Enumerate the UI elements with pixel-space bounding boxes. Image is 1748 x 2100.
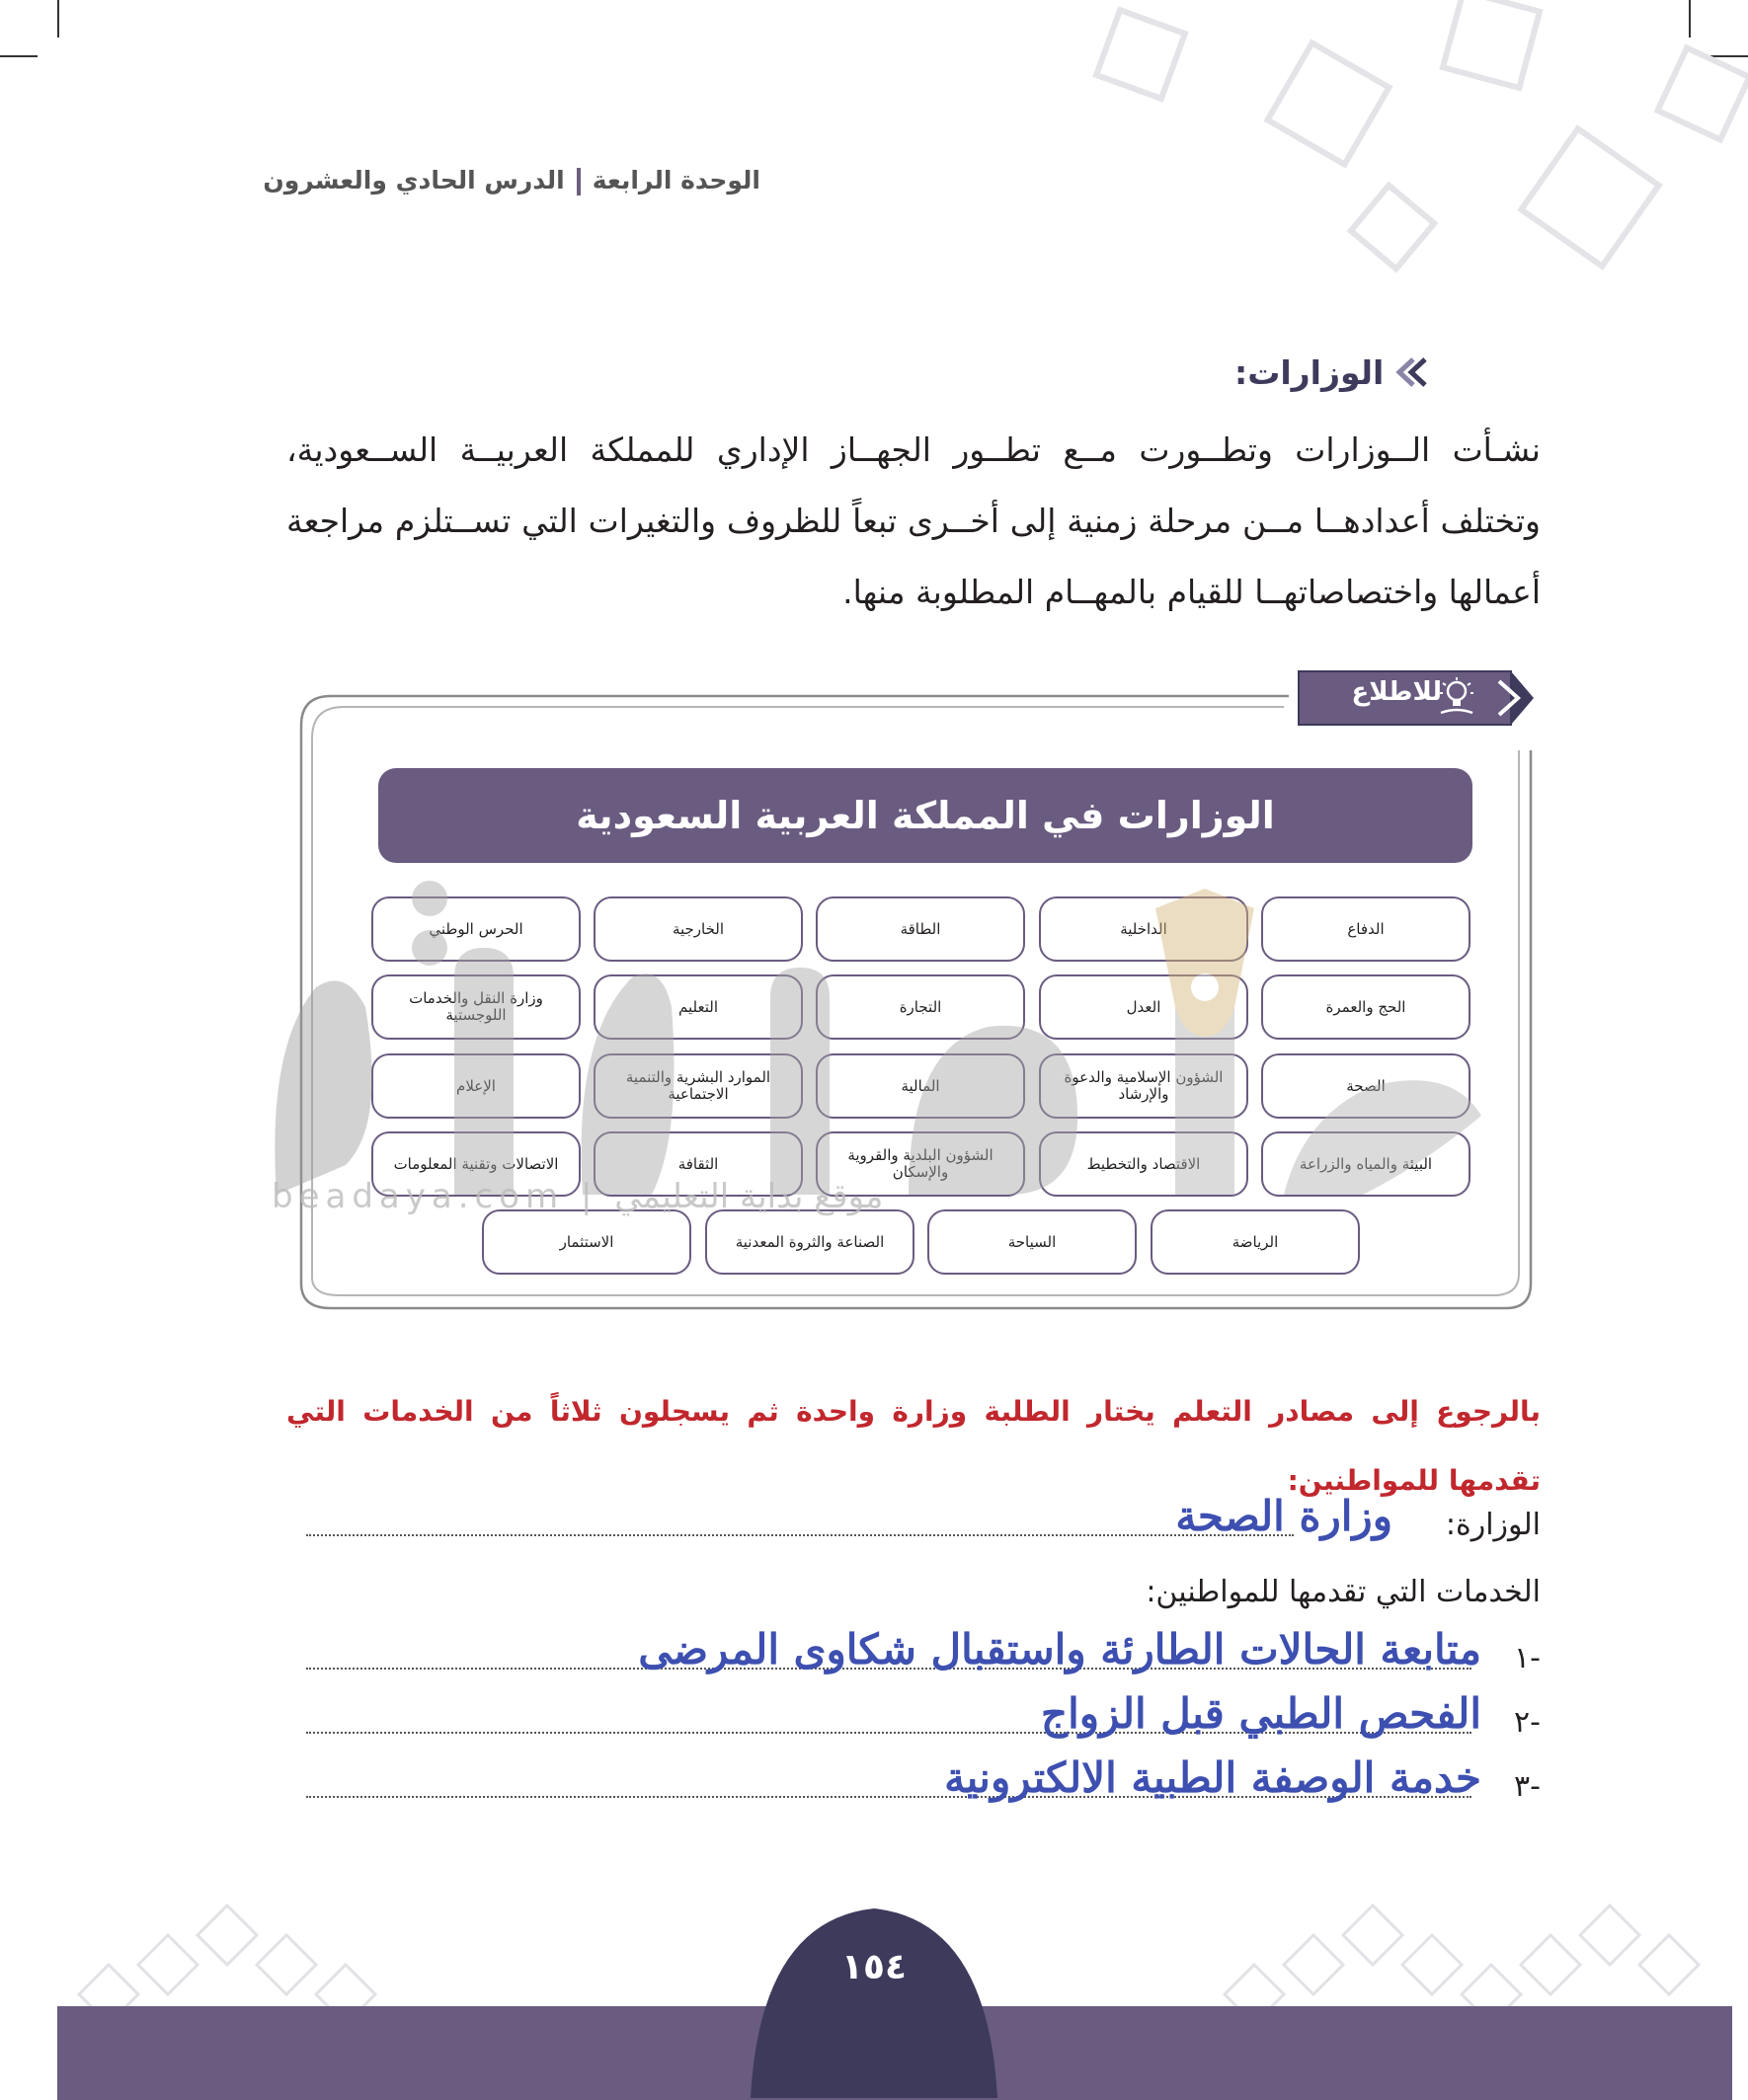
ministry-box: الشؤون الإسلامية والدعوة والإرشاد: [1039, 1053, 1248, 1119]
ministry-box: الاستثمار: [482, 1209, 691, 1275]
double-chevron-icon: [1393, 355, 1427, 389]
service-answer: الفحص الطبي قبل الزواج: [1040, 1689, 1481, 1738]
service-answer-line: [306, 1624, 1541, 1683]
ministry-label: الوزارة:: [1445, 1508, 1541, 1542]
activity-instruction: بالرجوع إلى مصادر التعلم يختار الطلبة وزارة واحدة ثم يسجلون ثلاثاً من الخدمات التي تقدمها للمواطنين:: [286, 1395, 1541, 1497]
ministry-box: التجارة: [816, 974, 1025, 1040]
ministry-box: البيئة والمياه والزراعة: [1261, 1131, 1470, 1197]
info-badge-label: للاطلاع: [1351, 677, 1442, 707]
section-heading: [1234, 348, 1541, 397]
ministry-box: التعليم: [594, 974, 803, 1040]
crop-mark: [57, 0, 59, 38]
ministry-box: الصحة: [1261, 1053, 1470, 1119]
page-number-tab: [751, 1901, 997, 2098]
ministry-box: وزارة النقل والخدمات اللوجستية: [371, 974, 581, 1040]
info-box-title: الوزارات في المملكة العربية السعودية: [378, 768, 1472, 863]
service-answer-line: [306, 1752, 1541, 1812]
service-number: ١-: [1514, 1641, 1541, 1675]
intro-paragraph: نشـأت الــوزارات وتطــورت مــع تطــور الجهــاز الإداري للمملكة العربيــة الســعودية، وتختلف أعدادهــا مــن مرحلة زمنية إلى أخــرى تبعاً للظروف والتغيرات التي تســتلزم مراجعة أعمالها واختصاصاتهــا للقيام بالمهــام المطلوبة منها.: [286, 430, 1541, 611]
ministry-box: الخارجية: [594, 896, 803, 962]
ministry-box: الطاقة: [816, 896, 1025, 962]
services-label: الخدمات التي تقدمها للمواطنين:: [1146, 1575, 1541, 1609]
service-answer-line: [306, 1688, 1541, 1748]
section-title: الوزارات:: [1234, 352, 1385, 392]
info-badge: [1289, 663, 1536, 733]
running-header: [263, 166, 760, 205]
lesson-title: الدرس الحادي والعشرون: [263, 166, 565, 194]
ministry-box: السياحة: [927, 1209, 1137, 1275]
service-answer: خدمة الوصفة الطبية الالكترونية: [944, 1753, 1481, 1802]
dotted-answer-line: [306, 1534, 1294, 1536]
ministry-box: الرياضة: [1151, 1209, 1360, 1275]
decorative-pattern: [988, 0, 1748, 316]
ministry-box: الاقتصاد والتخطيط: [1039, 1131, 1248, 1197]
ministry-box: الصناعة والثروة المعدنية: [705, 1209, 914, 1275]
ministry-box: الدفاع: [1261, 896, 1470, 962]
unit-title: الوحدة الرابعة: [592, 166, 760, 194]
watermark-caption: beadaya.com | موقع بداية التعليمي: [272, 1177, 884, 1216]
service-number: ٣-: [1514, 1769, 1541, 1804]
header-divider: [577, 168, 581, 195]
ministry-box: المالية: [816, 1053, 1025, 1119]
ministry-box: الموارد البشرية والتنمية الاجتماعية: [594, 1053, 803, 1119]
service-number: ٢-: [1514, 1705, 1541, 1740]
crop-mark: [0, 55, 38, 57]
lightbulb-book-icon: [1437, 675, 1476, 719]
ministry-box: الشؤون البلدية والقروية والإسكان: [816, 1131, 1025, 1197]
ministry-box: الحرس الوطني: [371, 896, 581, 962]
ministry-answer: وزارة الصحة: [1175, 1492, 1392, 1540]
ministry-box: الحج والعمرة: [1261, 974, 1470, 1040]
ministry-box: الاتصالات وتقنية المعلومات: [371, 1131, 581, 1197]
ministry-box: الداخلية: [1039, 896, 1248, 962]
ministry-box: الإعلام: [371, 1053, 581, 1119]
service-answer: متابعة الحالات الطارئة واستقبال شكاوى المرضى: [638, 1625, 1481, 1673]
ministry-box: العدل: [1039, 974, 1248, 1040]
ministry-box: الثقافة: [594, 1131, 803, 1197]
ministry-answer-line: [306, 1491, 1541, 1550]
page-number: ١٥٤: [841, 1947, 907, 1987]
